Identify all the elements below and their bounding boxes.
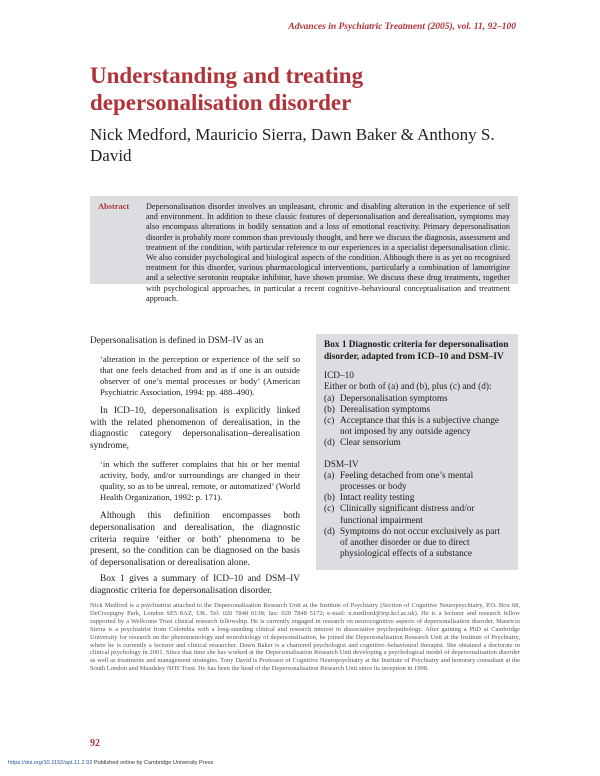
list-item: (d) Symptoms do not occur exclusively as part of another disorder or due to direct physiological effects of a substance bbox=[324, 526, 501, 560]
block-quote: ‘in which the sufferer complains that his or her mental activity, body, and/or surroundings are changed in their quality, so as to be unreal, remote, or automatized’ (World Health Organization, 1992: p. 171). bbox=[100, 458, 300, 502]
abstract-text: Depersonalisation disorder involves an unpleasant, chronic and disabling alteration in the experience of self and environment. In addition to these classic features of depersonalisation and derealisation, symptoms may also encompass alterations in bodily sensation and a loss of emotional reactivity. Primary depersonalisation disorder is probably more common than previously thought, and here we discuss the diagnosis, assessment and treatment of the condition, with particular reference to our experiences in a specialist depersonalisation clinic. We also consider psychological and biological aspects of the condition. Although there is as yet no recognised treatment for this disorder, various pharmacological interventions, particularly a combination of lamotrigine and a selective serotonin reuptake inhibitor, have shown promise. We discuss these drug treatments, together with psychological approaches, in particular a recent cognitive–behavioural conceptualisation and treatment approach. bbox=[146, 202, 510, 303]
doi-link[interactable]: https://doi.org/10.1192/apt.11.2.92 bbox=[8, 760, 93, 766]
page-footer bbox=[8, 760, 213, 766]
block-quote: ‘alteration in the perception or experience of the self so that one feels detached from and as if one is an outside observer of one’s mental processes or body’ (American Psychiatric Association, 1994: pp. 488–490). bbox=[100, 353, 300, 397]
dsm-heading: DSM–IV bbox=[324, 459, 359, 470]
body-paragraph: Depersonalisation is defined in DSM–IV as an bbox=[90, 336, 264, 346]
list-item: (b) Intact reality testing bbox=[324, 493, 415, 504]
body-paragraph: In ICD–10, depersonalisation is explicitly linked with the related phenomenon of derealisation, in the diagnostic category depersonalisation–derealisation syndrome, bbox=[90, 405, 300, 452]
criteria-box bbox=[316, 334, 518, 570]
icd-heading: ICD–10 bbox=[324, 371, 354, 382]
list-item: (a) Depersonalisation symptoms bbox=[324, 393, 448, 404]
icd-intro: Either or both of (a) and (b), plus (c) and (d): bbox=[324, 382, 492, 393]
article-authors: Nick Medford, Mauricio Sierra, Dawn Baker & Anthony S. David bbox=[90, 125, 495, 165]
dsm-criteria-list bbox=[324, 471, 510, 561]
list-item: (c) Acceptance that this is a subjective change not imposed by any outside agency bbox=[324, 416, 500, 438]
page-number: 92 bbox=[90, 738, 100, 749]
journal-citation: Advances in Psychiatric Treatment (2005), vol. 11, 92–100 bbox=[288, 22, 516, 32]
list-item: (c) Clinically significant distress and/or functional impairment bbox=[324, 504, 475, 526]
abstract-box bbox=[90, 196, 518, 303]
body-paragraph: Box 1 gives a summary of ICD–10 and DSM–IV diagnostic criteria for depersonalisation disorder. bbox=[90, 573, 300, 596]
list-item: (a) Feeling detached from one’s mental processes or body bbox=[324, 470, 474, 493]
body-paragraph: Although this definition encompasses both depersonalisation and derealisation, the diagnostic criteria require ‘either or both’ phenomena to be present, so the condition can be diagnosed on the basis of depersonalisation or derealisation alone. bbox=[90, 510, 300, 569]
box-title: Box 1 Diagnostic criteria for depersonalisation disorder, adapted from ICD–10 and DSM–IV bbox=[324, 340, 509, 362]
icd-criteria-list bbox=[324, 394, 510, 450]
list-item: (d) Clear sensorium bbox=[324, 438, 401, 449]
body-text-column bbox=[90, 336, 300, 602]
abstract-label: Abstract bbox=[98, 202, 130, 211]
publisher-note: Published online by Cambridge University Press bbox=[92, 760, 214, 766]
author-bio: Nick Medford is a psychiatrist attached to the Depersonalisation Research Unit at the Institute of Psychiatry (Section of Cognitive Neuropsychiatry, P.O. Box 68, DeCrespigny Park, London SE5 8AZ, UK. Tel: 020 7848 0138; fax: 020 7848 5172; e-mail: n.medford@iop.kcl.ac.uk). He is a lecturer and research fellow supported by a Wellcome Trust clinical research fellowship. He is currently engaged in research on neurocognitive aspects of depersonalisation disorder. Mauricio Sierra is a psychiatrist from Colombia with a long-standing clinical and research interest in dissociative psychopathology. After gaining a PhD at Cambridge University for research on the phenomenology and neurobiology of depersonalisation, he joined the Depersonalisation Research Unit at the Institute of Psychiatry, where he is currently a lecturer and clinical researcher. Dawn Baker is a chartered psychologist and cognitive–behavioural therapist. She obtained a doctorate in clinical psychology in 2001. Since that time she has worked at the Depersonalisation Research Unit developing a psychological model of depersonalisation disorder as well as treatments and management strategies. Tony David is Professor of Cognitive Neuropsychiatry at the Institute of Psychiatry and honorary consultant at the South London and Maudsley NHS Trust. He has been the head of the Depersonalisation Research Unit since its inception in 1998. bbox=[90, 602, 520, 673]
list-item: (b) Derealisation symptoms bbox=[324, 404, 431, 415]
article-title: Understanding and treating depersonalisation disorder bbox=[90, 63, 364, 115]
